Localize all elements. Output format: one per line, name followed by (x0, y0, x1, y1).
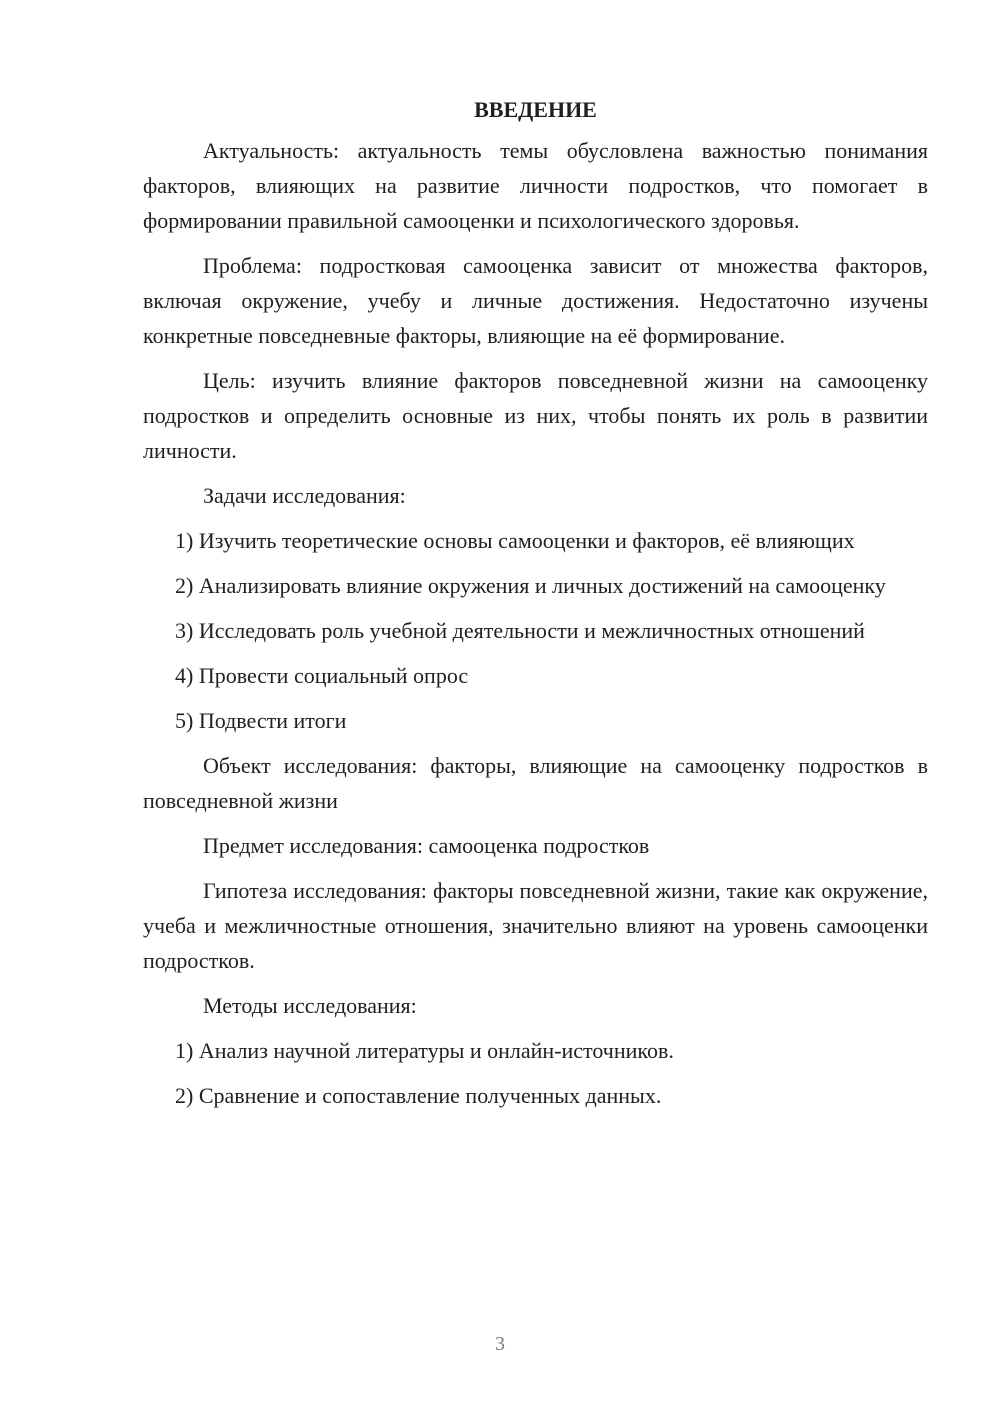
goal-paragraph: Цель: изучить влияние факторов повседневной жизни на самооценку подростков и определить основные из них, чтобы понять их роль в развитии личности. (143, 368, 928, 463)
problem-paragraph: Проблема: подростковая самооценка зависит от множества факторов, включая окружение, учебу и личные достижения. Недостаточно изучены конкретные повседневные факторы, влияющие на её формирование. (143, 253, 928, 348)
task-item-3: 3) Исследовать роль учебной деятельности и межличностных отношений (175, 618, 865, 643)
page-title: ВВЕДЕНИЕ (474, 97, 597, 122)
task-item-4: 4) Провести социальный опрос (175, 663, 469, 688)
methods-heading: Методы исследования: (203, 993, 417, 1018)
hypothesis-paragraph: Гипотеза исследования: факторы повседневной жизни, такие как окружение, учеба и межличностные отношения, значительно влияют на уровень самооценки подростков. (143, 878, 928, 973)
task-item-1: 1) Изучить теоретические основы самооценки и факторов, её влияющих (175, 528, 855, 553)
task-item-5: 5) Подвести итоги (175, 708, 347, 733)
document-page (143, 93, 928, 1113)
tasks-heading: Задачи исследования: (203, 483, 406, 508)
method-item-1: 1) Анализ научной литературы и онлайн-источников. (175, 1038, 674, 1063)
object-paragraph: Объект исследования: факторы, влияющие на самооценку подростков в повседневной жизни (143, 753, 928, 813)
method-item-2: 2) Сравнение и сопоставление полученных данных. (175, 1083, 662, 1108)
page-number: 3 (495, 1333, 505, 1355)
task-item-2: 2) Анализировать влияние окружения и личных достижений на самооценку (175, 573, 886, 598)
subject-paragraph: Предмет исследования: самооценка подростков (203, 833, 650, 858)
relevance-paragraph: Актуальность: актуальность темы обусловлена важностью понимания факторов, влияющих на развитие личности подростков, что помогает в формировании правильной самооценки и психологического здоровья. (143, 138, 928, 233)
